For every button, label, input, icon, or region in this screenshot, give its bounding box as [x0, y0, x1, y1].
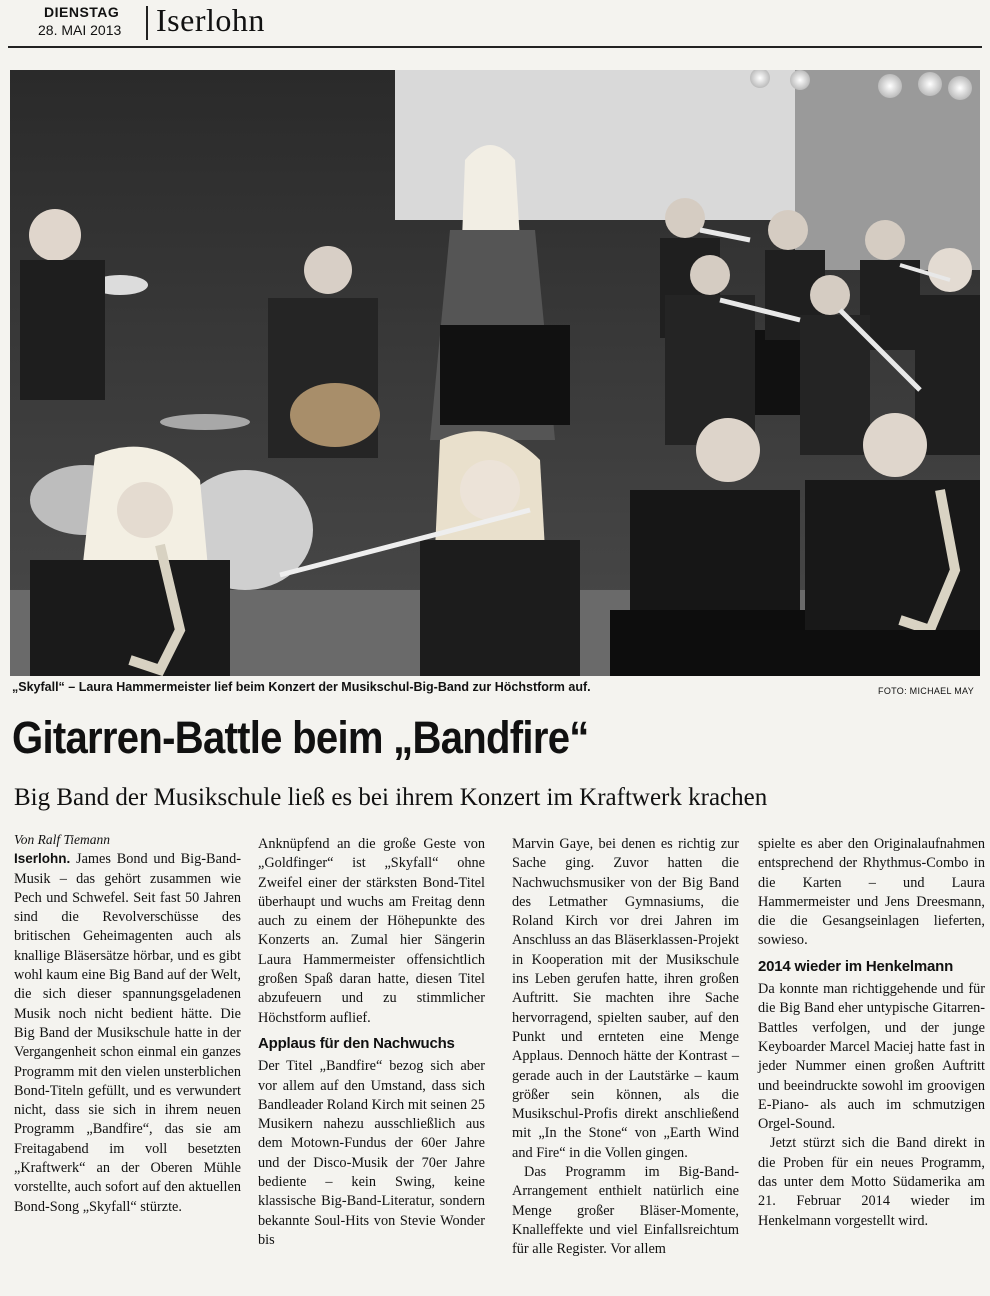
masthead-rule: [8, 46, 982, 48]
article-paragraph: Marvin Gaye, bei denen es richtig zur Sache ging. Zuvor hatten die Nachwuchsmusiker von der Big Band des Letmather Gymnasiums, die Roland Kirch vor drei Jahren im Anschluss an das Bläserklassen-Projekt in Kooperation mit der Musikschule ins Leben gerufen hatte, ihren großen Auftritt. Sie machten ihre Sache hervorragend, spielten sauber, auf den Punkt und ernteten eine Menge Applaus. Dennoch hätte der Kontrast – gerade auch in der Lautstärke – kaum größer sein können, als die Musikschul-Profis direkt anschließend mit „In the Stone“ von „Earth Wind and Fire“ in die Vollen gingen.: [512, 836, 739, 1161]
article-column-2: [258, 835, 485, 1250]
article-paragraph: Der Titel „Bandfire“ bezog sich aber vor allem auf den Umstand, dass sich Bandleader Roland Kirch mit seinen 25 Musikern nahezu ausschließlich aus dem Motown-Fundus der 60er Jahre und der Disco-Musik der 70er Jahre bediente – kein Swing, keine klassische Big-Band-Literatur, sondern bekannte Soul-Hits von Stevie Wonder bis: [258, 1058, 485, 1248]
masthead: [0, 0, 990, 52]
article-author: Von Ralf Tiemann: [14, 832, 111, 847]
photo-credit: FOTO: MICHAEL MAY: [878, 686, 974, 696]
article-column-3: [512, 835, 739, 1260]
article-paragraph: Jetzt stürzt sich die Band direkt in die Proben für ein neues Programm, das unter dem Motto Südamerika am 21. Februar 2014 wieder im Henkelmann vorgestellt wird.: [758, 1135, 985, 1229]
dateline: Iserlohn.: [14, 851, 71, 867]
article-paragraph: Anknüpfend an die große Geste von „Goldfinger“ ist „Skyfall“ ohne Zweifel einer der stärksten Bond-Titel überhaupt und wuchs am Freitag denn auch zu einem der Höhepunkte des Konzerts an. Zumal hier Sängerin Laura Hammermeister offensichtlich großen Spaß daran hatte, diesen Titel abzufeuern und zu stimmlicher Höchstform auflief.: [258, 836, 485, 1026]
masthead-weekday: DIENSTAG: [44, 4, 120, 20]
section-title: Iserlohn: [156, 2, 265, 38]
subheading-henkelmann: 2014 wieder im Henkelmann: [758, 957, 954, 975]
article-subheadline: Big Band der Musikschule ließ es bei ihrem Konzert im Kraftwerk krachen: [14, 784, 768, 811]
masthead-date: 28. MAI 2013: [38, 22, 122, 38]
article-paragraph: Das Programm im Big-Band-Arrangement enthielt natürlich eine Menge großer Bläser-Momente, Knalleffekte und viel Einfallsreichtum für alle Register. Vor allem: [512, 1164, 739, 1258]
article-paragraph: [14, 849, 241, 1217]
photo-caption: „Skyfall“ – Laura Hammermeister lief beim Konzert der Musikschul-Big-Band zur Höchstform auf.: [12, 680, 591, 694]
article-column-1: [14, 830, 241, 1217]
article-headline: Gitarren-Battle beim „Bandfire“: [12, 712, 589, 763]
concert-photo: [10, 70, 980, 676]
article-column-4: [758, 835, 985, 1231]
subheading-applause: Applaus für den Nachwuchs: [258, 1034, 455, 1052]
masthead-divider: [146, 6, 148, 40]
article-paragraph: Da konnte man richtiggehende und für die Big Band eher untypische Gitarren-Battles verfolgen, und der junge Keyboarder Marcel Maciej hatte fast in jeder Nummer einen großen Auftritt und beeindruckte sowohl im groovigen E-Piano- als auch im schmutzigen Orgel-Sound.: [758, 981, 985, 1133]
paragraph-text: James Bond und Big-Band-Musik – das gehört zusammen wie Pech und Schwefel. Seit fast 50 Jahren sind die Revolverschüsse des britischen Geheimagenten auch als knallige Bläsersätze hörbar, und es gibt wohl kaum eine Big Band auf der Welt, die sich dieser spannungsgeladenen Musik noch nicht bedient hätte. Die Big Band der Musikschule hatte in der Vergangenheit schon einmal ein ganzes Programm mit den vielen unsterblichen Bond-Titeln gefüllt, und es verwundert nicht, dass sie sich in ihrem neuen Programm „Bandfire“, das sie am Freitagabend im voll besetzten „Kraftwerk“ an der Oberen Mühle vorstellte, auch sofort auf den aktuellen Bond-Song „Skyfall“ stürzte.: [14, 851, 241, 1215]
article-paragraph: spielte es aber den Originalaufnahmen entsprechend der Rhythmus-Combo in die Karten – und Laura Hammermeister und Jens Dreesmann, die die Gesangseinlagen lieferten, sowieso.: [758, 836, 985, 949]
